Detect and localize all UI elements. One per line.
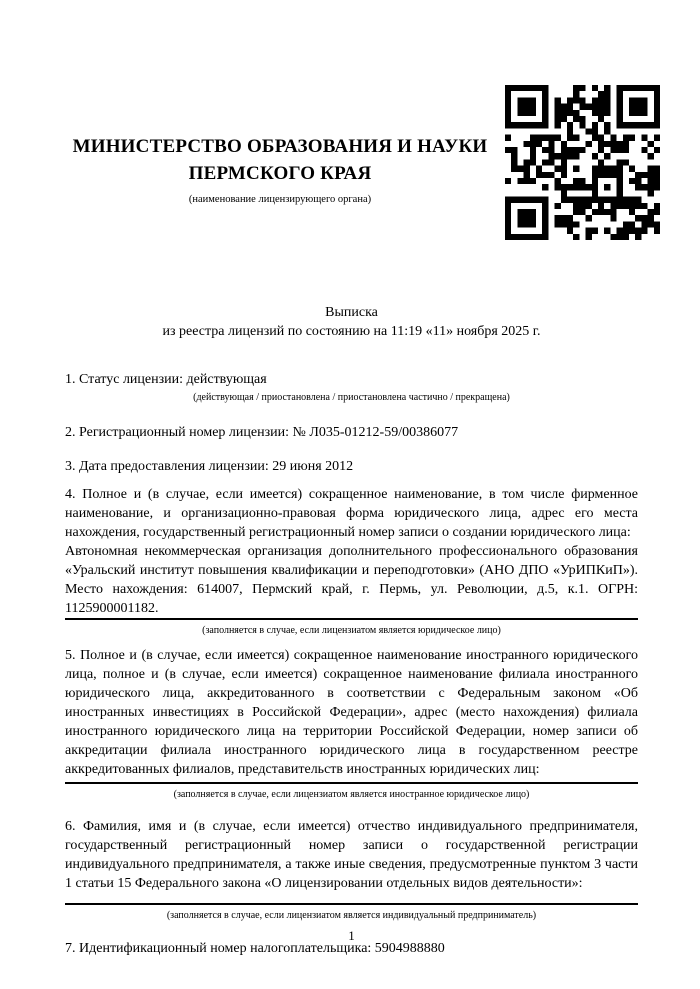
legal-entity-value: Автономная некоммерческая организация дополнительного профессионального образования «Уральский институт повышения квалификации и переподготовки» (АНО ДПО «УрИПКиП»). Место нахождения: 614007, Пермский край, г. Пермь, ул. Революции, д.5, к.1. ОГРН: 1125900001182. bbox=[65, 542, 638, 620]
individual-entrepreneur-question: 6. Фамилия, имя и (в случае, если имеется) отчество индивидуального предпринимателя, государственный регистрационный номер записи о государственной регистрации индивидуального предпринимателя, а также иные сведения, предусмотренные пунктом 3 части 1 статьи 15 Федерального закона «О лицензировании отдельных видов деятельности»: bbox=[65, 817, 638, 905]
taxpayer-number-text: 7. Идентификационный номер налогоплательщика: 5904988880 bbox=[65, 941, 445, 956]
item-legal-entity bbox=[65, 485, 638, 638]
license-date-text: 3. Дата предоставления лицензии: 29 июня 2012 bbox=[65, 459, 354, 474]
license-status-note: (действующая / приостановлена / приостановлена частично / прекращена) bbox=[193, 392, 510, 403]
registration-number-text: 2. Регистрационный номер лицензии: № Л035-01212-59/00386077 bbox=[65, 425, 459, 440]
item-individual-entrepreneur bbox=[65, 817, 638, 923]
foreign-entity-question: 5. Полное и (в случае, если имеется) сокращенное наименование иностранного юридического лица, полное и (в случае, если имеется) сокращенное наименование филиала иностранного юридического лица, аккредитованного в соответствии с Федеральным законом «Об иностранных инвестициях в Российской Федерации», адрес (место нахождения) филиала иностранного юридического лица на территории Российской Федерации, номер записи об аккредитации филиала иностранного юридического лица в государственном реестре аккредитованных филиалов, представительств иностранных юридических лиц: bbox=[65, 646, 638, 784]
document-title: Выписка bbox=[325, 305, 378, 320]
individual-entrepreneur-note: (заполняется в случае, если лицензиатом является индивидуальный предприниматель) bbox=[166, 910, 537, 921]
page-number: 1 bbox=[348, 928, 355, 943]
licensing-authority-header bbox=[65, 133, 495, 205]
document-body bbox=[65, 303, 638, 958]
ministry-name-line1: МИНИСТЕРСТВО ОБРАЗОВАНИЯ И НАУКИ bbox=[72, 136, 488, 157]
legal-entity-note: (заполняется в случае, если лицензиатом является юридическое лицо) bbox=[202, 625, 501, 636]
legal-entity-question: 4. Полное и (в случае, если имеется) сокращенное наименование, в том числе фирменное наименование, и организационно-правовая форма юридического лица, адрес его места нахождения, государственный регистрационный номер записи о создании юридического лица: bbox=[65, 487, 638, 540]
document-title-block bbox=[65, 303, 638, 341]
foreign-entity-note: (заполняется в случае, если лицензиатом является иностранное юридическое лицо) bbox=[173, 789, 530, 800]
license-status-text: 1. Статус лицензии: действующая bbox=[65, 372, 267, 387]
item-license-date bbox=[65, 457, 638, 476]
item-foreign-entity bbox=[65, 646, 638, 802]
item-registration-number bbox=[65, 423, 638, 442]
item-license-status bbox=[65, 370, 638, 405]
ministry-name-line2: ПЕРМСКОГО КРАЯ bbox=[188, 163, 372, 184]
qr-code bbox=[505, 85, 660, 240]
ministry-note: (наименование лицензирующего органа) bbox=[188, 194, 372, 205]
document-subtitle: из реестра лицензий по состоянию на 11:19 «11» ноября 2025 г. bbox=[162, 324, 541, 339]
